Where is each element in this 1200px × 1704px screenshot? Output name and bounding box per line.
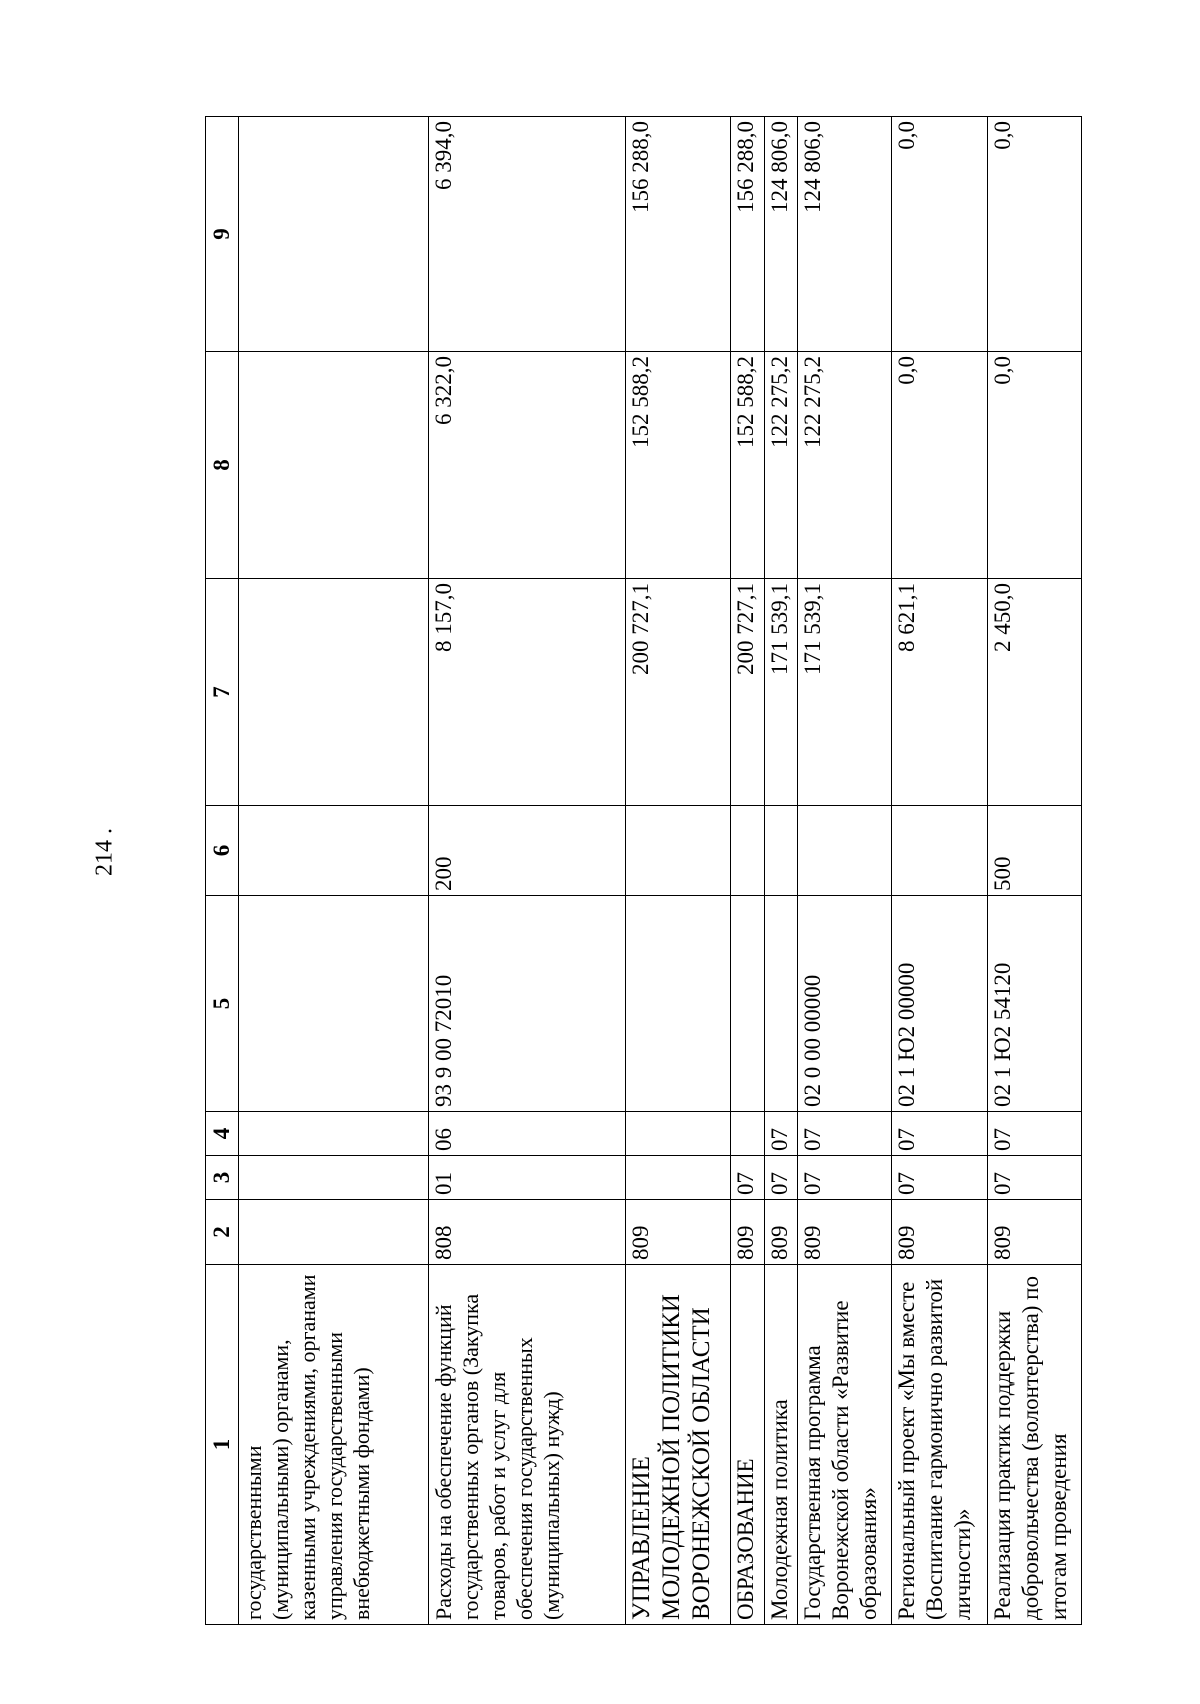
budget-table-container bbox=[205, 117, 1082, 1625]
row-amount-col7: 171 539,1 bbox=[798, 579, 892, 806]
row-section-code: 07 bbox=[764, 1156, 797, 1200]
row-subsection-code bbox=[239, 1112, 429, 1156]
row-amount-col7: 200 727,1 bbox=[731, 579, 764, 806]
row-amount-col8: 6 322,0 bbox=[428, 352, 626, 579]
row-target-code: 02 1 Ю2 54120 bbox=[988, 896, 1082, 1112]
row-amount-col7 bbox=[239, 579, 429, 806]
header-col-8: 8 bbox=[206, 352, 239, 579]
row-expense-type bbox=[764, 806, 797, 896]
row-amount-col8: 152 588,2 bbox=[731, 352, 764, 579]
row-amount-col9: 0,0 bbox=[988, 117, 1082, 352]
row-amount-col7: 2 450,0 bbox=[988, 579, 1082, 806]
row-target-code bbox=[239, 896, 429, 1112]
table-row bbox=[626, 117, 731, 1625]
row-subsection-code: 07 bbox=[798, 1112, 892, 1156]
row-ministry-code: 809 bbox=[988, 1200, 1082, 1265]
row-amount-col8: 0,0 bbox=[988, 352, 1082, 579]
row-amount-col7: 171 539,1 bbox=[764, 579, 797, 806]
row-name: Расходы на обеспечение функций государственных органов (Закупка товаров, работ и услуг для обеспечения государственных (муниципальных) нужд) bbox=[428, 1265, 626, 1625]
row-section-code: 07 bbox=[731, 1156, 764, 1200]
row-subsection-code: 07 bbox=[988, 1112, 1082, 1156]
row-ministry-code: 809 bbox=[731, 1200, 764, 1265]
row-target-code: 02 0 00 00000 bbox=[798, 896, 892, 1112]
row-expense-type bbox=[731, 806, 764, 896]
row-name: Региональный проект «Мы вместе (Воспитание гармонично развитой личности)» bbox=[891, 1265, 987, 1625]
row-amount-col9: 6 394,0 bbox=[428, 117, 626, 352]
row-amount-col8: 152 588,2 bbox=[626, 352, 731, 579]
row-amount-col7: 8 621,1 bbox=[891, 579, 987, 806]
row-amount-col8: 122 275,2 bbox=[798, 352, 892, 579]
row-expense-type bbox=[626, 806, 731, 896]
header-col-7: 7 bbox=[206, 579, 239, 806]
row-ministry-code: 809 bbox=[798, 1200, 892, 1265]
row-amount-col8: 122 275,2 bbox=[764, 352, 797, 579]
row-expense-type bbox=[891, 806, 987, 896]
row-name: государственными (муниципальными) органами, казенными учреждениями, органами управления государственными внебюджетными фондами) bbox=[239, 1265, 429, 1625]
table-row bbox=[764, 117, 797, 1625]
row-name: Государственная программа Воронежской области «Развитие образования» bbox=[798, 1265, 892, 1625]
row-subsection-code: 07 bbox=[891, 1112, 987, 1156]
header-col-9: 9 bbox=[206, 117, 239, 352]
header-col-6: 6 bbox=[206, 806, 239, 896]
row-ministry-code: 809 bbox=[891, 1200, 987, 1265]
row-subsection-code: 07 bbox=[764, 1112, 797, 1156]
row-amount-col9: 124 806,0 bbox=[764, 117, 797, 352]
row-amount-col9: 124 806,0 bbox=[798, 117, 892, 352]
row-section-code: 07 bbox=[988, 1156, 1082, 1200]
row-ministry-code: 809 bbox=[764, 1200, 797, 1265]
page-number: 214 . bbox=[91, 828, 118, 876]
row-ministry-code: 809 bbox=[626, 1200, 731, 1265]
table-row bbox=[988, 117, 1082, 1625]
header-col-3: 3 bbox=[206, 1156, 239, 1200]
row-target-code bbox=[626, 896, 731, 1112]
row-target-code bbox=[764, 896, 797, 1112]
table-row bbox=[798, 117, 892, 1625]
row-section-code: 01 bbox=[428, 1156, 626, 1200]
row-subsection-code bbox=[731, 1112, 764, 1156]
row-target-code: 93 9 00 72010 bbox=[428, 896, 626, 1112]
row-amount-col9: 156 288,0 bbox=[731, 117, 764, 352]
header-col-4: 4 bbox=[206, 1112, 239, 1156]
header-col-5: 5 bbox=[206, 896, 239, 1112]
row-subsection-code bbox=[626, 1112, 731, 1156]
table-row bbox=[891, 117, 987, 1625]
row-amount-col7: 8 157,0 bbox=[428, 579, 626, 806]
row-amount-col8 bbox=[239, 352, 429, 579]
row-amount-col8: 0,0 bbox=[891, 352, 987, 579]
header-col-1: 1 bbox=[206, 1265, 239, 1625]
row-name: УПРАВЛЕНИЕ МОЛОДЕЖНОЙ ПОЛИТИКИ ВОРОНЕЖСКОЙ ОБЛАСТИ bbox=[626, 1265, 731, 1625]
row-amount-col9: 156 288,0 bbox=[626, 117, 731, 352]
row-expense-type bbox=[239, 806, 429, 896]
row-subsection-code: 06 bbox=[428, 1112, 626, 1156]
row-section-code: 07 bbox=[891, 1156, 987, 1200]
budget-table bbox=[205, 116, 1082, 1625]
row-expense-type: 500 bbox=[988, 806, 1082, 896]
row-ministry-code bbox=[239, 1200, 429, 1265]
table-row bbox=[428, 117, 626, 1625]
row-target-code: 02 1 Ю2 00000 bbox=[891, 896, 987, 1112]
row-expense-type bbox=[798, 806, 892, 896]
row-section-code: 07 bbox=[798, 1156, 892, 1200]
header-col-2: 2 bbox=[206, 1200, 239, 1265]
row-section-code bbox=[626, 1156, 731, 1200]
row-amount-col9 bbox=[239, 117, 429, 352]
row-name: ОБРАЗОВАНИЕ bbox=[731, 1265, 764, 1625]
row-target-code bbox=[731, 896, 764, 1112]
row-name: Молодежная политика bbox=[764, 1265, 797, 1625]
row-expense-type: 200 bbox=[428, 806, 626, 896]
header-row bbox=[206, 117, 239, 1625]
table-row bbox=[239, 117, 429, 1625]
table-row bbox=[731, 117, 764, 1625]
row-amount-col7: 200 727,1 bbox=[626, 579, 731, 806]
row-name: Реализация практик поддержки добровольчества (волонтерства) по итогам проведения bbox=[988, 1265, 1082, 1625]
row-amount-col9: 0,0 bbox=[891, 117, 987, 352]
row-ministry-code: 808 bbox=[428, 1200, 626, 1265]
row-section-code bbox=[239, 1156, 429, 1200]
